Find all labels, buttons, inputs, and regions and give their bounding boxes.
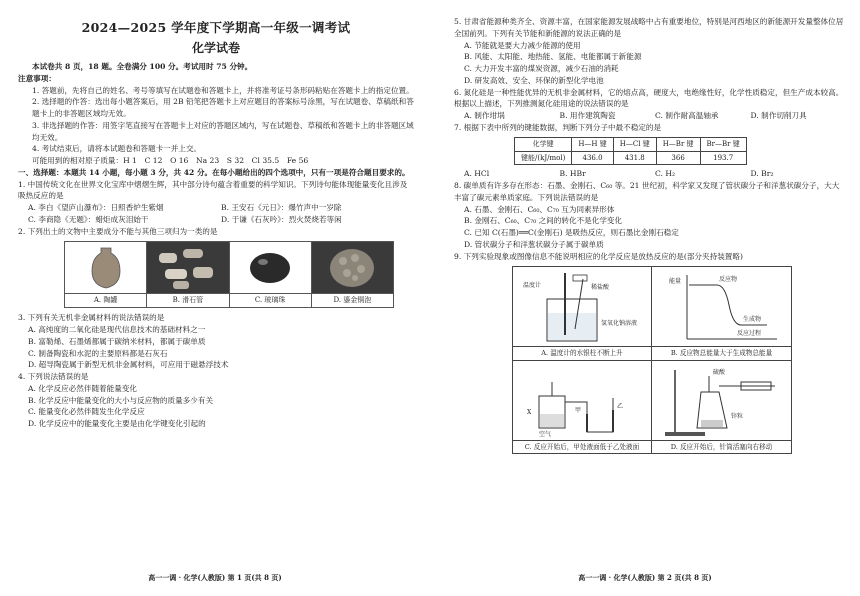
- q8-stem: 8. 碳单质有许多存在形态：石墨、金刚石、C₆₀ 等。21 世纪初，科学家又发现了管状碳分子和洋葱状碳分子，大大丰富了碳元素单质家庭。下列说法错误的是: [454, 181, 840, 202]
- notice-1: 1. 答题前，先将自己的姓名、考号等填写在试题卷和答题卡上，并将准考证号条形码粘贴在答题卡上的指定位置。: [32, 85, 414, 95]
- q2-option-b[interactable]: B. 滑石管: [147, 242, 229, 307]
- table-cell: 193.7: [700, 151, 746, 165]
- svg-text:甲: 甲: [575, 407, 582, 415]
- table-cell: 431.8: [613, 151, 656, 165]
- table-cell: 436.0: [572, 151, 613, 165]
- svg-text:生成物: 生成物: [742, 315, 761, 323]
- q8-option-b[interactable]: B. 金刚石、C₆₀、C₇₀ 之间的转化不是化学变化: [464, 216, 623, 226]
- q6-option-c[interactable]: C. 制作耐高温轴承: [655, 111, 719, 121]
- q8-option-d[interactable]: D. 管状碳分子和洋葱状碳分子属于碳单质: [464, 239, 604, 249]
- page-footer-right: 高一一调 · 化学(人教版) 第 2 页(共 8 页): [578, 573, 712, 583]
- notice-3: 3. 非选择题的作答：用签字笔直接写在答题卡上对应的答题区域内，写在试题卷、草稿纸和答题卡上的非答题区域均无效。: [32, 120, 414, 142]
- svg-text:反应过程: 反应过程: [736, 329, 761, 337]
- atomic-mass: 可能用到的相对原子质量：H 1 C 12 O 16 Na 23 S 32 Cl 35.5 Fe 56: [32, 156, 309, 166]
- glass-bead-image: [230, 242, 311, 294]
- q7-option-b[interactable]: B. HBr: [559, 169, 586, 179]
- bond-energy-table: [514, 137, 747, 166]
- q1-option-d[interactable]: D. 于谦《石灰吟》：烈火焚烧若等闲: [221, 214, 342, 224]
- section-1-heading: 一、选择题：本题共 14 小题，每小题 3 分，共 42 分。在每小题给出的四个选项中，只有一项是符合题目要求的。: [18, 167, 410, 177]
- exam-meta: 本试卷共 8 页，18 题。全卷满分 100 分。考试用时 75 分钟。: [32, 61, 253, 71]
- q8-option-c[interactable]: C. 已知 C(石墨)══C(金刚石) 是吸热反应，则石墨比金刚石稳定: [464, 228, 679, 238]
- q5-option-a[interactable]: A. 节能就是要大力减少能源的使用: [464, 40, 581, 50]
- notice-4: 4. 考试结束后，请将本试题卷和答题卡一并上交。: [32, 144, 202, 154]
- page-right: [430, 0, 860, 596]
- q3-option-a[interactable]: A. 高纯度的二氧化硅是现代信息技术的基础材料之一: [28, 325, 206, 335]
- q7-option-a[interactable]: A. HCl: [464, 169, 490, 179]
- table-cell: 化学键: [515, 137, 572, 151]
- q9-stem: 9. 下列实验现象或图像信息不能说明相应的化学反应是放热反应的是(部分夹持装置略): [454, 251, 743, 261]
- q2-image-row: [64, 241, 394, 308]
- svg-text:稀盐酸: 稀盐酸: [591, 283, 610, 291]
- q5-option-d[interactable]: D. 研发高效、安全、环保的新型化学电池: [464, 75, 604, 85]
- q2-option-c[interactable]: C. 玻璃珠: [230, 242, 312, 307]
- table-header-row: [515, 137, 747, 151]
- q6-options: [454, 110, 846, 122]
- svg-text:乙: 乙: [617, 403, 624, 411]
- q1-option-c[interactable]: C. 李商隐《无题》：蜡炬成灰泪始干: [28, 214, 149, 224]
- q9-option-d[interactable]: 硫酸 锌粒 D. 反应开始后，针筒活塞向右移动: [652, 361, 791, 453]
- q9-experiment-grid: [512, 266, 792, 453]
- q5-option-c[interactable]: C. 大力开发丰富的煤炭资源，减少石油的消耗: [464, 64, 619, 74]
- table-cell: H—Br 键: [656, 137, 700, 151]
- q5-stem: 5. 甘肃省能源种类齐全、资源丰富，在国家能源发展战略中占有重要地位，特别是河西地区的新能源开发量整体位居全国前列。下列有关节能和新能源的说法正确的是: [454, 17, 844, 38]
- syringe-flask-diagram: [652, 361, 791, 441]
- q5-option-b[interactable]: B. 风能、太阳能、地热能、氢能、电能都属于新能源: [464, 52, 642, 62]
- table-cell: 366: [656, 151, 700, 165]
- q2-stem: 2. 下列出土的文物中主要成分不能与其他三项归为一类的是: [18, 226, 218, 236]
- svg-text:空气: 空气: [539, 431, 552, 439]
- q2-option-d[interactable]: D. 鎏金铜泡: [312, 242, 393, 307]
- q6-stem: 6. 氮化硅是一种性能优异的无机非金属材料，它的熔点高，硬度大，电绝缘性好，化学性质稳定，但生产成本较高。根据以上描述，下列推测氮化硅用途的说法错误的是: [454, 87, 844, 109]
- q8-option-a[interactable]: A. 石墨、金刚石、C₆₀、C₇₀ 互为同素异形体: [464, 204, 615, 214]
- table-cell: 键能/(kJ/mol): [515, 151, 572, 165]
- energy-diagram: [652, 267, 791, 347]
- q6-option-b[interactable]: B. 用作建筑陶瓷: [559, 111, 616, 121]
- pottery-jar-image: [65, 242, 146, 294]
- notice-2: 2. 选择题的作答：选出每小题答案后，用 2B 铅笔把答题卡上对应题目的答案标号涂黑，写在试题卷、草稿纸和答题卡上的非答题区域均无效。: [32, 97, 414, 119]
- q7-option-d[interactable]: D. Br₂: [750, 169, 774, 179]
- q3-option-b[interactable]: B. 富勒烯、石墨烯都属于碳纳米材料，都属于碳单质: [28, 336, 206, 346]
- q2-option-a[interactable]: A. 陶罐: [65, 242, 147, 307]
- q1-stem: 1. 中国传统文化在世界文化宝库中熠熠生辉，其中部分诗句蕴含着重要的科学知识。下列诗句能体现能量变化且涉及吸热反应的是: [18, 179, 408, 201]
- q7-stem: 7. 根据下表中所列的键能数据，判断下列分子中最不稳定的是: [454, 122, 662, 132]
- q3-option-c[interactable]: C. 制备陶瓷和水泥的主要原料都是石灰石: [28, 348, 168, 358]
- q1-option-a[interactable]: A. 李白《望庐山瀑布》：日照香炉生紫烟: [28, 203, 164, 213]
- talc-tube-image: [147, 242, 228, 294]
- svg-text:温度计: 温度计: [523, 281, 542, 289]
- q4-option-d[interactable]: D. 化学反应中的能量变化主要是由化学键变化引起的: [28, 419, 206, 429]
- q4-stem: 4. 下列说法错误的是: [18, 372, 89, 382]
- q6-option-a[interactable]: A. 制作坩埚: [464, 111, 505, 121]
- q4-option-c[interactable]: C. 能量变化必然伴随发生化学反应: [28, 407, 145, 417]
- q9-option-c[interactable]: X 空气 甲 乙 C. 反应开始后，甲处液面低于乙处液面: [513, 361, 652, 453]
- q7-option-c[interactable]: C. H₂: [655, 169, 676, 179]
- exam-title: 2024—2025 学年度下学期高一年级一调考试: [81, 20, 351, 35]
- q3-stem: 3. 下列有关无机非金属材料的说法错误的是: [18, 313, 165, 323]
- q6-option-d[interactable]: D. 制作切削刀具: [750, 111, 807, 121]
- page-footer-left: 高一一调 · 化学(人教版) 第 1 页(共 8 页): [148, 573, 282, 583]
- table-cell: H—Cl 键: [613, 137, 656, 151]
- q1-options: [18, 202, 414, 226]
- gilt-bronze-bubble-image: [312, 242, 393, 294]
- table-cell: H—H 键: [572, 137, 613, 151]
- svg-text:硫酸: 硫酸: [712, 369, 725, 377]
- q7-options: [454, 168, 846, 180]
- svg-text:能量: 能量: [668, 277, 681, 285]
- q9-option-a[interactable]: 温度计 稀盐酸 氢氧化钠溶液 A. 温度计的水银柱不断上升: [513, 267, 652, 360]
- svg-text:反应物: 反应物: [718, 275, 737, 283]
- svg-text:氢氧化钠溶液: 氢氧化钠溶液: [601, 319, 638, 327]
- table-cell: Br—Br 键: [700, 137, 746, 151]
- q1-option-b[interactable]: B. 王安石《元日》：爆竹声中一岁除: [221, 203, 342, 213]
- u-tube-diagram: [513, 361, 651, 441]
- svg-text:锌粒: 锌粒: [730, 413, 743, 421]
- thermometer-beaker-diagram: [513, 267, 651, 347]
- q9-option-b[interactable]: 能量 反应物 生成物 反应过程 B. 反应物总能量大于生成物总能量: [652, 267, 791, 360]
- svg-text:X: X: [527, 409, 532, 417]
- exam-subtitle: 化学试卷: [191, 41, 240, 56]
- q4-option-a[interactable]: A. 化学反应必然伴随着能量变化: [28, 383, 138, 393]
- table-row: [515, 151, 747, 165]
- q3-option-d[interactable]: D. 超导陶瓷属于新型无机非金属材料，可应用于磁悬浮技术: [28, 360, 229, 370]
- q4-option-b[interactable]: B. 化学反应中能量变化的大小与反应物的质量多少有关: [28, 395, 214, 405]
- notice-title: 注意事项：: [18, 73, 56, 83]
